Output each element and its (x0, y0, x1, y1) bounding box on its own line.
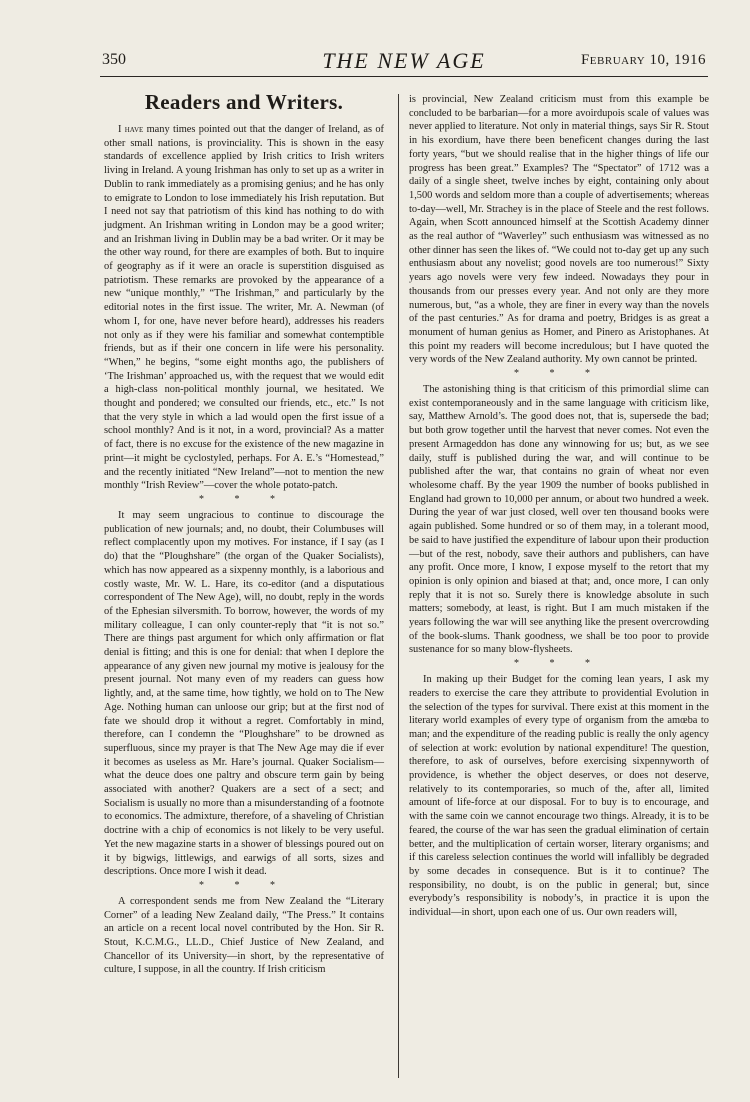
right-column (409, 93, 709, 920)
issue-date: February 10, 1916 (580, 52, 706, 68)
section-separator: * * * (199, 879, 289, 891)
column-rule (398, 94, 399, 1078)
first-word: I have (118, 124, 144, 135)
paragraph: The astonishing thing is that criticism of this primordial slime can exist contemporaneously and in the same language with criticism like, say, Matthew Arnold’s. The good does not, that is, supersede the bad; but both grow together until the harvest that never comes. Not even the present Armageddon has done any winnowing for us; but, as we see daily, stuff is published during the war, and will continue to be published after the war, that contains no grain of wheat nor even wholesome chaff. By the year 1909 the number of books published in England had grown to 10,000 per annum, or about two hundred a week. During the year of war just closed, well over ten thousand books were again published. Some hundred or so of them may, in a tolerant mood, be said to have justified the expenditure of labour upon their production—but of the rest, nobody, save their authors and publishers, can have any profit. Once more, I know, I expose myself to the retort that my opinion is only opinion and biased at that; and, once more, I can only reply that it is not so. Surely there is knowledge absolute in such matters; somebody, at least, is right. But I am much mistaken if the years following the war will see anything like the present overcrowding of the book-slums. Thank goodness, we shall be too poor to provide sustenance for so many blow-flysheets. (409, 384, 709, 656)
paragraph-text: many times pointed out that the danger of Ireland, as of other small nations, is provinciality. This is shown in the easy standards of excellence applied by Irish critics to Irish writers living in Ireland. A young Irishman has only to set up as a writer in Dublin to rank immediately as a promising genius; and he has only to emigrate to London to lose immediately his Irish reputation. But I need not say that patriotism of this kind has nothing to do with judgment. An Irishman writing in London may be a good writer; and an Irishman living in Dublin may be a bad writer. Or it may be the other way round, for there are examples of both. But to inquire of geography as if it were an oracle is superstition disguised as patriotism. These remarks are provoked by the appearance of a new “unique monthly,” “The Irishman,” and particularly by the editorial notes in the first issue. The writer, Mr. A. Newman (of whom I, for one, have never before heard), addresses his readers not only as if they were his familiar and somewhat contemptible friends, but as if their one concern in life were his personality. “When,” he begins, “some eight months ago, the publishers of ‘The Irishman’ approached us, with the request that we would edit a high-class non-political monthly journal, we hesitated. We thought and pondered; we consulted our friends, etc., etc.” Is not that the very style in which a lad would open the first issue of a school monthly? And is it not, in a word, provincial? As a matter of fact, there is no excuse for the existence of the new magazine in print—it might be cyclostyled, perhaps. For A. E.’s “Homestead,” and the recently initiated “New Ireland”—not to mention the new monthly “Irish Review”—cover the whole potato-patch. (104, 124, 384, 492)
page-number: 350 (102, 51, 126, 68)
masthead: THE NEW AGE (322, 48, 486, 73)
paragraph (104, 123, 384, 493)
left-column (104, 90, 384, 977)
article-title: Readers and Writers. (144, 90, 344, 114)
paragraph: A correspondent sends me from New Zealand the “Literary Corner” of a leading New Zealand daily, “The Press.” It contains an article on a recent local novel contributed by the Hon. Sir R. Stout, K.C.M.G., LL.D., Chief Justice of New Zealand, and Chancellor of its University—in short, by the representative of culture, I suppose, in all the country. If Irish criticism (104, 895, 384, 976)
section-separator: * * * (514, 658, 604, 670)
paragraph: It may seem ungracious to continue to discourage the publication of new journals; and, no doubt, their Columbuses will reflect complacently upon my motives. For instance, if I say (as I do) that the “Ploughshare” (the organ of the Quaker Socialists), which has now appeared as a sixpenny monthly, is a laborious and costly waste, Mr. W. L. Hare, its co-editor (and a disputatious correspondent of The New Age), will, no doubt, reply in the words of the Ephesian silversmith. To borrow, however, the words of my military colleague, I can only counter-reply that “it is not so.” There are things past argument for which only affirmation or flat denial is fitting; and this is one for denial: that when I deplore the appearance of any given new journal my motive is jealousy for the present journal. Not many even of my readers can guess how lightly, and, at the same time, how tightly, we hold on to The New Age. Nothing human can unloose our grip; but at the first nod of fate we should drop it without a regret. Comfortably in mind, therefore, can I condemn the “Ploughshare” to be drowned as superfluous, since my prayer is that The New Age may die if ever it becomes as useless as Mr. Hare’s journal. Quaker Socialism—what the deuce does one paltry and obscure term gain by being associated with another? Quakers are a sect of a sect; and Socialism is usually no more than a misunderstanding of a footnote to economics. The admixture, therefore, of a shaveling of Christian doctrine with a chip of economics is not likely to be very useful. Yet the new magazine starts in a shower of blessings poured out on it by bigwigs, littlewigs, and earwigs of all sorts, sizes and descriptions. Once more I wish it dead. (104, 509, 384, 878)
section-separator: * * * (514, 368, 604, 380)
section-separator: * * * (199, 493, 289, 505)
paragraph: In making up their Budget for the coming lean years, I ask my readers to exercise the care they attribute to providential Evolution in the selection of the types for survival. There exist at this moment in the literary world examples of every type of organism from the amœba to man; and the expenditure of the reading public is really the only agency of selection at work: evolution by national expenditure! The question, therefore, to ask of ourselves, before exercising sixpennyworth of providence, is whether the object deserves, or does not deserve, relatively to its contemporaries, so much of the, after all, limited amount of life-force at our disposal. For to buy is to encourage, and with the same coin we cannot encourage two things. Already, it is to be feared, the course of the war has seen the gradual elimination of certain better, and the multiplication of certain worser, literary organisms; and if this careless selection continues the world will infallibly be degraded by some decades in consequence. But is it to continue? The responsibility, no doubt, is on the public in general; but, since everybody’s responsibility is nobody’s, in practice it is upon the individual—in short, upon each one of us. Our own readers will, (409, 674, 709, 919)
page-header (100, 46, 708, 77)
paragraph: is provincial, New Zealand criticism must from this example be concluded to be barbarian—for a more avoirdupois scale of values was never applied to literature. Not only in material things, says Sir R. Stout in his exordium, have there been beneficent changes during the last forty years, “but we should realise that in the higher things of life our progress has been great.” Examples? The “Spectator” of 1712 was a daily of a single sheet, twelve inches by eight, containing only about 1,500 words and seldom more than a couple of advertisements; whereas to-day—well, Mr. Strachey is in the place of Steele and the rest follows. Again, when Scott announced himself at the Scottish Academy dinner as the real author of “Waverley” such enthusiasm was witnessed as no other dinner has seen the likes of. “We could not to-day get up any such enthusiasm about any novelist; good novels are too numerous!” Sixty years ago novels were very few indeed. Nowadays they pour in thousands from our presses every year. And not only are they more numerous, but, “as a whole, they are finer in every way than the novels of the past centuries.” As for drama and poetry, Bridges is as great a monument of human genius as Homer, and Pinero as Aristophanes. At this point my readers will become incredulous; but I have quoted the very words of the New Zealand authority. My own cannot be printed. (409, 94, 709, 366)
